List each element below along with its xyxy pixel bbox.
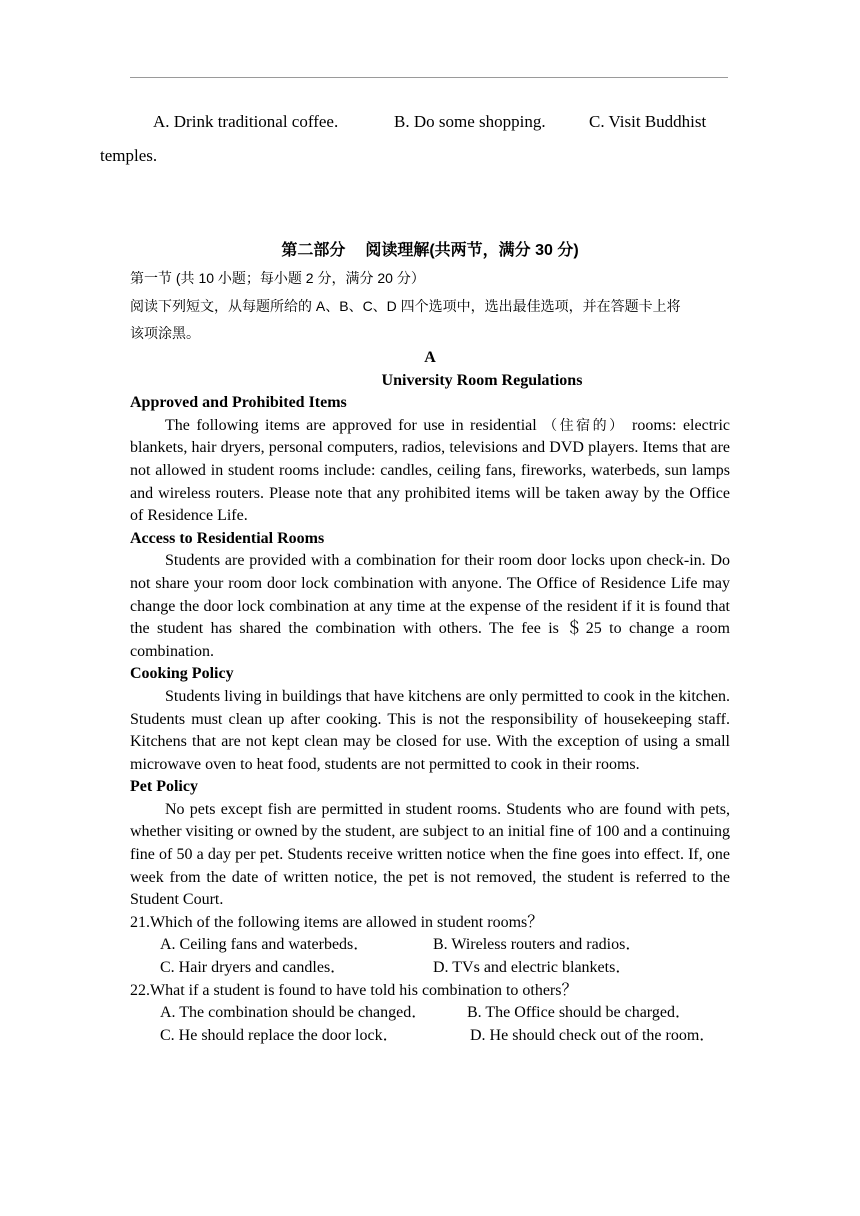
option-b: B. Wireless routers and radios． bbox=[433, 936, 642, 954]
option-row bbox=[130, 934, 730, 957]
section-heading: Access to Residential Rooms bbox=[130, 529, 325, 547]
paragraph-text: The following items are approved for use in residential bbox=[165, 416, 544, 434]
option-d: D. TVs and electric blankets． bbox=[433, 959, 632, 977]
instructions-line-1: 阅读下列短文，从每题所给的 A、B、C、D 四个选项中，选出最佳选项，并在答题卡上将 bbox=[130, 298, 681, 314]
option-c: C. Hair dryers and candles． bbox=[160, 959, 347, 977]
option-d: D. He should check out of the room． bbox=[470, 1026, 716, 1044]
option-row bbox=[130, 1002, 730, 1025]
prev-option-c-continuation: temples. bbox=[100, 146, 158, 165]
question-stem: 21.Which of the following items are allowed in student rooms？ bbox=[130, 913, 544, 931]
section-one-heading: 第一节 (共 10 小题；每小题 2 分，满分 20 分） bbox=[130, 270, 425, 286]
option-c: C. He should replace the door lock． bbox=[160, 1026, 399, 1044]
prev-option-a: A. Drink traditional coffee. bbox=[153, 112, 339, 131]
option-a: A. Ceiling fans and waterbeds． bbox=[160, 936, 370, 954]
section-heading: Pet Policy bbox=[130, 778, 198, 796]
section-paragraph: No pets except fish are permitted in student rooms. Students who are found with pets, whether visiting or owned by the student, are subject to an initial fine of 100 and a continuing fine of 50 a day per pet. Students receive written notice when the fine goes into effect. If, one week from the date of written notice, the pet is not removed, the student is referred to the Student Court. bbox=[130, 800, 730, 909]
part-two-title-right: 阅读理解(共两节，满分 30 分) bbox=[365, 242, 579, 259]
option-b: B. The Office should be charged． bbox=[467, 1004, 691, 1022]
section-paragraph: Students living in buildings that have kitchens are only permitted to cook in the kitchen. Students must clean up after cooking. This is not the responsibility of housekeeping staff. Kitchens that are not kept clean may be closed for use. With the exception of using a small microwave oven to heat food, students are not permitted to cook in their rooms. bbox=[130, 687, 730, 773]
paragraph-text: rooms: electric blankets, hair dryers, personal computers, radios, televisions and DVD players. Items that are not allowed in student rooms include: candles, ceiling fans, fireworks, waterbeds, sun lamps and wireless routers. Please note that any prohibited items will be taken away by the Office of Residence Life. bbox=[130, 416, 731, 525]
prev-option-c: C. Visit Buddhist bbox=[589, 112, 707, 131]
instructions-line-2: 该项涂黑。 bbox=[130, 325, 200, 341]
section-paragraph: Students are provided with a combination for their room door locks upon check-in. Do not share your room door lock combination with anyone. The Office of Residence Life may change the door lock combination at any time at the expense of the resident if it is found that the student has shared the combination with others. The fee is ＄25 to change a room combination. bbox=[130, 552, 730, 660]
section-heading: Approved and Prohibited Items bbox=[130, 394, 347, 412]
option-a: A. The combination should be changed． bbox=[160, 1004, 428, 1022]
part-two-title bbox=[0, 237, 860, 260]
passage-letter: A bbox=[424, 349, 436, 366]
passage-a bbox=[130, 347, 730, 1047]
option-row bbox=[130, 957, 730, 980]
question-stem: 22.What if a student is found to have told his combination to others？ bbox=[130, 981, 578, 999]
part-two-title-left: 第二部分 bbox=[281, 242, 346, 259]
option-row bbox=[130, 1025, 730, 1048]
prev-option-b: B. Do some shopping. bbox=[394, 112, 546, 131]
chinese-gloss: （住宿的） bbox=[543, 417, 626, 434]
section-heading: Cooking Policy bbox=[130, 665, 234, 683]
passage-title: University Room Regulations bbox=[381, 371, 583, 389]
header-rule bbox=[130, 77, 728, 78]
section-paragraph bbox=[130, 415, 730, 528]
